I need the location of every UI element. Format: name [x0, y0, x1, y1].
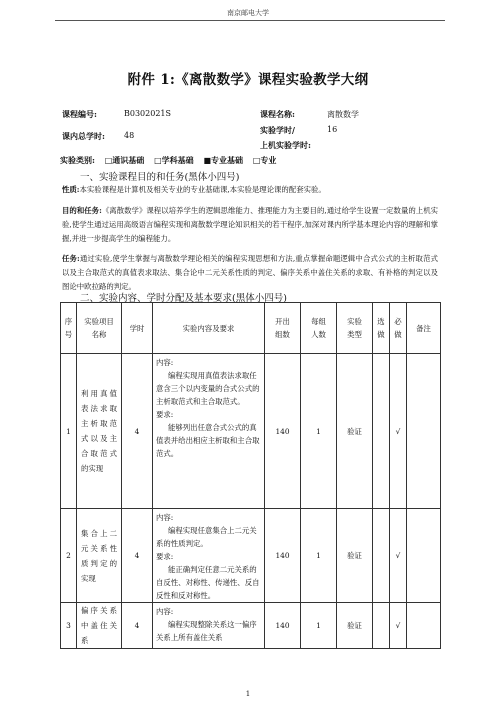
- row-groups: 140: [265, 603, 301, 649]
- row-remark: [407, 509, 441, 603]
- goal-label: 目的和任务:: [62, 206, 102, 215]
- computer-hours-label: 上机实验学时:: [260, 140, 311, 150]
- header-hours: 学时: [122, 303, 153, 354]
- row-groups: 140: [265, 354, 301, 509]
- nature-text: 本实验课程是计算机及相关专业的专业基础课,本实验是理论课的配套实验。: [79, 185, 326, 194]
- section-1-heading: 一、实验课程目的和任务(黑体小四号): [80, 172, 240, 183]
- content-text: 编程实现用真值表法求取任意含三个以内变量的合式公式的主析取范式和主合取范式。: [156, 371, 260, 406]
- table-row: [61, 509, 441, 603]
- header-groups: 开出组数: [265, 303, 301, 354]
- row-remark: [407, 354, 441, 509]
- row-elective: [373, 509, 390, 603]
- goal-text: 《离散数学》课程以培养学生的逻辑思维能力、推理能力为主要目的,通过给学生设置一定数量的上机实验,使学生通过运用高级语言编程实现和离散数学理论知识相关的若干程序,加深对课内所学基本理论内容的理解和掌握,并进一步提高学生的编程能力。: [62, 206, 439, 243]
- header-seq: 序号: [61, 303, 77, 354]
- header-divider: [55, 20, 445, 21]
- row-hours: 4: [122, 509, 153, 603]
- total-hours-value: 48: [124, 131, 135, 140]
- category-label: 实验类别:: [60, 155, 95, 165]
- nature-paragraph: [62, 183, 438, 197]
- nature-label: 性质:: [62, 185, 80, 194]
- document-title: 附件 1:《离散数学》课程实验教学大纲: [127, 72, 369, 88]
- requirement-label: 要求:: [156, 410, 174, 419]
- header-type: 实验类型: [337, 303, 373, 354]
- goal-paragraph: [62, 204, 438, 246]
- content-text: 编程实现任意集合上二元关系的性质判定。: [156, 526, 257, 548]
- row-content: [153, 354, 265, 509]
- category-option: □通识基础: [104, 155, 145, 165]
- table-row: [61, 354, 441, 509]
- task-text: 通过实验,使学生掌握与离散数学理论相关的编程实现思想和方法,重点掌握命题逻辑中合式公式的主析取范式以及主合取范式的真值表求取法、集合论中二元关系性质的判定、偏序关系中盖住关系的求取、有补格的判定以及图论中欧拉路的判定。: [62, 254, 438, 291]
- table-row: [61, 603, 441, 649]
- row-seq: 1: [61, 354, 77, 509]
- total-hours-label: 课内总学时:: [62, 131, 105, 141]
- row-per-group: 1: [301, 509, 337, 603]
- row-per-group: 1: [301, 354, 337, 509]
- row-name: 利用真值表法求取主析取范式以及主合取范式的实现: [77, 354, 122, 509]
- course-code-label: 课程编号:: [62, 109, 97, 119]
- category-option: □专业: [252, 155, 277, 165]
- task-label: 任务:: [62, 254, 80, 263]
- requirement-text: 能够列出任意合式公式的真值表并给出相应主析取和主合取范式。: [156, 423, 260, 458]
- row-remark: [407, 603, 441, 649]
- row-elective: [373, 603, 390, 649]
- lab-hours-label: 实验学时/: [260, 125, 295, 135]
- row-hours: 4: [122, 603, 153, 649]
- row-content: [153, 509, 265, 603]
- requirement-text: 能正确判定任意二元关系的自反性、对称性、传递性、反自反性和反对称性。: [156, 565, 260, 600]
- row-hours: 4: [122, 354, 153, 509]
- category-option: ■专业基础: [203, 155, 244, 165]
- course-name-label: 课程名称:: [260, 109, 295, 119]
- row-content: [153, 603, 265, 649]
- row-seq: 2: [61, 509, 77, 603]
- task-paragraph: [62, 252, 438, 294]
- experiment-table: [60, 302, 441, 649]
- row-name: 集合上二元关系性质判定的实现: [77, 509, 122, 603]
- requirement-label: 要求:: [156, 552, 174, 561]
- header-per-group: 每组人数: [301, 303, 337, 354]
- row-type: 验证: [337, 509, 373, 603]
- lab-hours-value: 16: [327, 125, 338, 134]
- content-label: 内容:: [156, 513, 174, 522]
- row-type: 验证: [337, 603, 373, 649]
- content-text: 编程实现整除关系这一偏序关系上所有盖住关系: [156, 620, 257, 642]
- row-type: 验证: [337, 354, 373, 509]
- course-name-value: 离散数学: [327, 110, 359, 119]
- header-content: 实验内容及要求: [153, 303, 265, 354]
- row-groups: 140: [265, 509, 301, 603]
- row-per-group: 1: [301, 603, 337, 649]
- row-name: 偏序关系中盖住关系: [77, 603, 122, 649]
- page-number: 1: [245, 690, 251, 698]
- page-header: 南京邮电大学: [227, 9, 269, 17]
- header-name: 实验项目名称: [77, 303, 122, 354]
- category-option: □学科基础: [154, 155, 194, 165]
- header-required: 必做: [390, 303, 407, 354]
- experiment-category: [60, 155, 283, 166]
- row-elective: [373, 354, 390, 509]
- header-remark: 备注: [407, 303, 441, 354]
- content-label: 内容:: [156, 607, 174, 616]
- section-2-heading: 二、实验内容、学时分配及基本要求(黑体小四号): [80, 293, 287, 304]
- row-required: √: [390, 603, 407, 649]
- row-seq: 3: [61, 603, 77, 649]
- table-header-row: [61, 303, 441, 354]
- row-required: √: [390, 354, 407, 509]
- header-elective: 选做: [373, 303, 390, 354]
- row-required: √: [390, 509, 407, 603]
- course-code-value: B0302021S: [124, 109, 171, 118]
- content-label: 内容:: [156, 358, 174, 367]
